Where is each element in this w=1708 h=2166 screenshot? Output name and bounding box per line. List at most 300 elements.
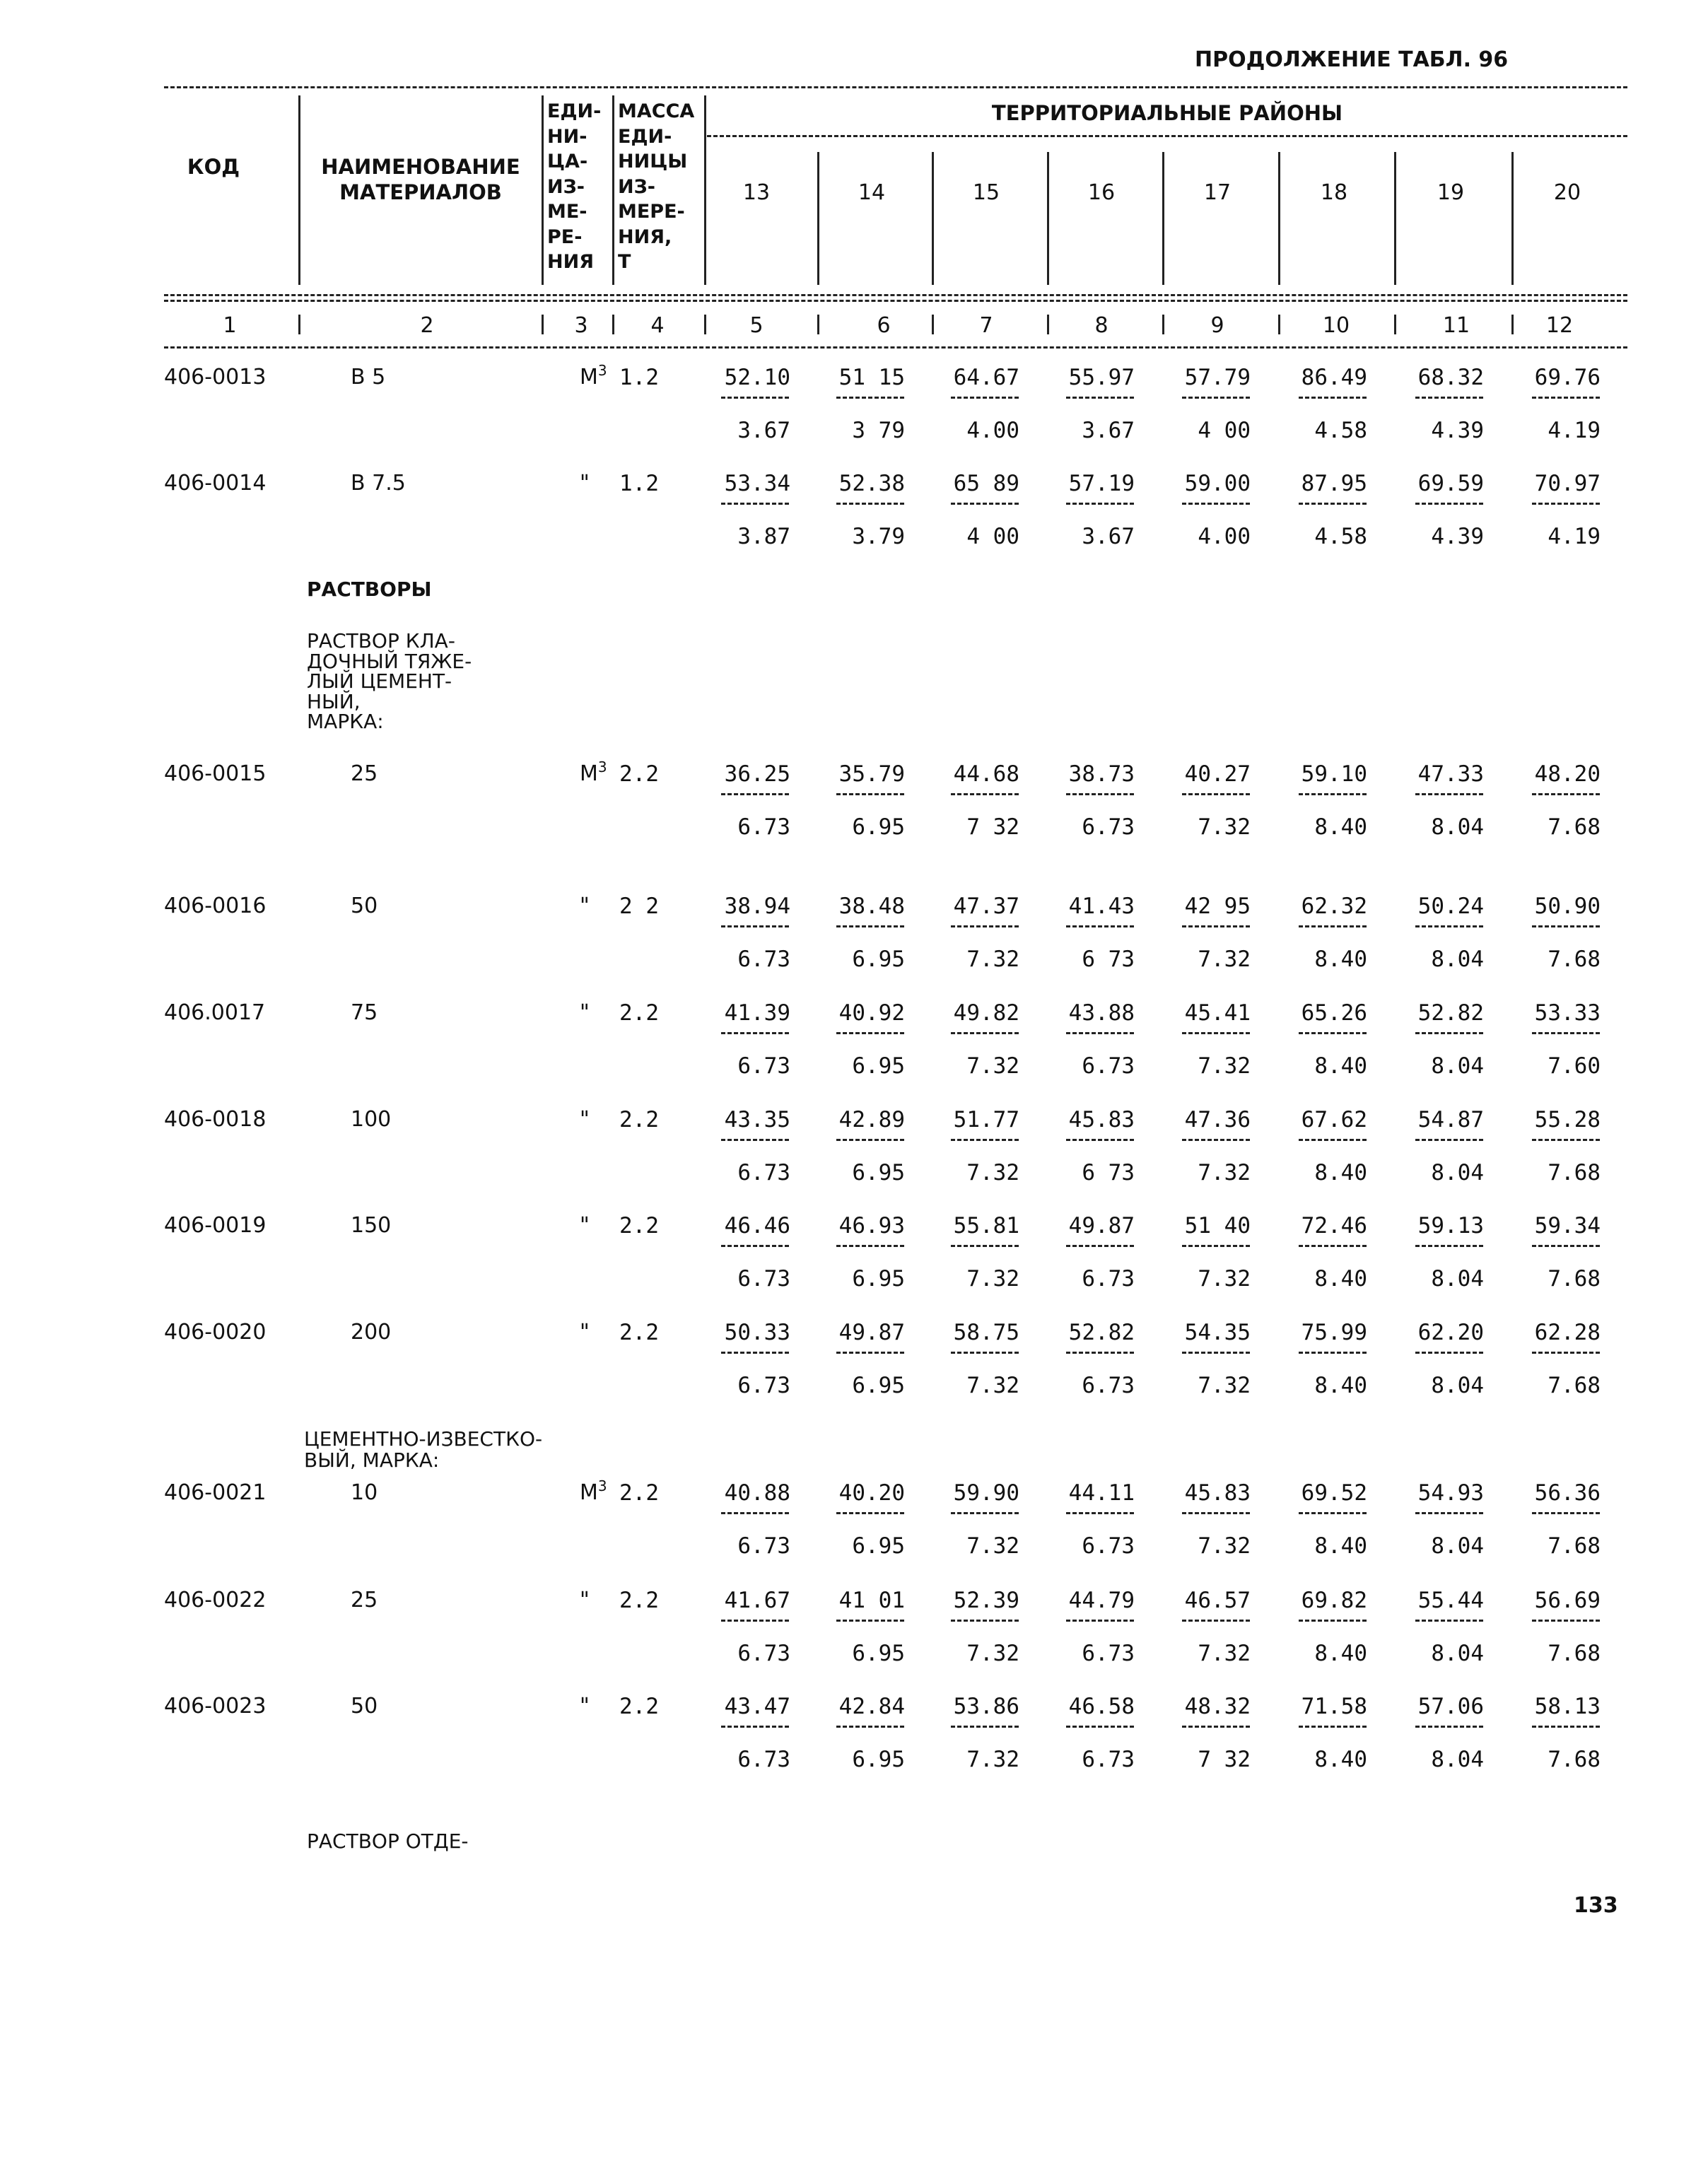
price-bottom: 6.95 bbox=[852, 1747, 905, 1772]
row-mass: 2.2 bbox=[619, 1694, 659, 1719]
row-unit-text: М bbox=[580, 761, 598, 786]
fraction-line bbox=[836, 793, 904, 795]
row-unit bbox=[580, 1215, 590, 1236]
fraction-line bbox=[1182, 1726, 1250, 1728]
row-mass: 1.2 bbox=[619, 365, 659, 390]
price-bottom: 7.32 bbox=[1198, 1053, 1251, 1079]
fraction-line bbox=[1299, 397, 1367, 399]
price-top: 59.10 bbox=[1301, 761, 1367, 787]
price-top: 50.33 bbox=[724, 1320, 790, 1345]
row-name: 25 bbox=[351, 761, 378, 786]
price-bottom: 8.04 bbox=[1431, 814, 1484, 840]
region-separator bbox=[932, 152, 934, 285]
fraction-line bbox=[721, 1245, 789, 1247]
row-code: 406-0014 bbox=[164, 471, 267, 496]
header-unit-line: РЕ- bbox=[547, 226, 583, 248]
fraction-line bbox=[951, 1512, 1019, 1514]
price-top: 58.75 bbox=[953, 1320, 1019, 1345]
price-top: 49.87 bbox=[838, 1320, 905, 1345]
fraction-line bbox=[836, 1620, 904, 1622]
colnum-separator bbox=[1047, 315, 1049, 334]
row-mass: 1.2 bbox=[619, 471, 659, 496]
row-name: 50 bbox=[351, 894, 378, 918]
page-number: 133 bbox=[1574, 1893, 1618, 1918]
price-bottom: 8.40 bbox=[1314, 1641, 1367, 1666]
fraction-line bbox=[951, 1032, 1019, 1034]
price-bottom: 7.32 bbox=[1198, 1266, 1251, 1292]
header-unit-line: НИЯ bbox=[547, 251, 594, 273]
row-unit-superscript: 3 bbox=[597, 759, 607, 775]
column-number: 4 bbox=[650, 313, 665, 338]
price-top: 56.69 bbox=[1534, 1588, 1601, 1613]
region-number: 20 bbox=[1553, 180, 1581, 205]
price-bottom: 7.68 bbox=[1548, 1533, 1601, 1559]
price-top: 40.92 bbox=[838, 1000, 905, 1026]
price-top: 42.84 bbox=[838, 1694, 905, 1719]
price-top: 65 89 bbox=[953, 471, 1019, 496]
price-bottom: 6.73 bbox=[737, 1266, 790, 1292]
fraction-line bbox=[721, 1726, 789, 1728]
price-top: 38.73 bbox=[1068, 761, 1135, 787]
price-bottom: 8.04 bbox=[1431, 1641, 1484, 1666]
price-top: 62.28 bbox=[1534, 1320, 1601, 1345]
price-bottom: 6.73 bbox=[1082, 1373, 1135, 1398]
price-top: 52.38 bbox=[838, 471, 905, 496]
row-unit bbox=[580, 473, 590, 494]
price-bottom: 7.32 bbox=[1198, 947, 1251, 972]
header-separator bbox=[298, 95, 300, 285]
price-bottom: 8.04 bbox=[1431, 1160, 1484, 1186]
column-number: 6 bbox=[877, 313, 891, 338]
row-unit-text: М bbox=[580, 1480, 598, 1505]
fraction-line bbox=[1532, 1032, 1600, 1034]
price-bottom: 7.32 bbox=[966, 1266, 1019, 1292]
column-number: 2 bbox=[420, 313, 434, 338]
fraction-line bbox=[1532, 1139, 1600, 1141]
fraction-line bbox=[836, 925, 904, 927]
price-top: 52.10 bbox=[724, 365, 790, 390]
row-name: 10 bbox=[351, 1480, 378, 1505]
price-bottom: 7 32 bbox=[966, 814, 1019, 840]
fraction-line bbox=[951, 793, 1019, 795]
price-top: 64.67 bbox=[953, 365, 1019, 390]
price-top: 57.79 bbox=[1184, 365, 1251, 390]
fraction-line bbox=[951, 1726, 1019, 1728]
price-bottom: 7.32 bbox=[966, 1747, 1019, 1772]
price-top: 59.13 bbox=[1417, 1213, 1484, 1239]
price-bottom: 8.40 bbox=[1314, 1373, 1367, 1398]
row-name: 25 bbox=[351, 1588, 378, 1612]
fraction-line bbox=[1532, 925, 1600, 927]
price-top: 44.68 bbox=[953, 761, 1019, 787]
fraction-line bbox=[721, 1032, 789, 1034]
price-bottom: 4 00 bbox=[1198, 418, 1251, 443]
price-bottom: 7.68 bbox=[1548, 1373, 1601, 1398]
price-top: 44.79 bbox=[1068, 1588, 1135, 1613]
row-code: 406.0017 bbox=[164, 1000, 266, 1025]
price-bottom: 7.68 bbox=[1548, 1747, 1601, 1772]
price-top: 65.26 bbox=[1301, 1000, 1367, 1026]
price-bottom: 7.68 bbox=[1548, 814, 1601, 840]
fraction-line bbox=[721, 503, 789, 505]
price-bottom: 6.95 bbox=[852, 814, 905, 840]
header-name-2: МАТЕРИАЛОВ bbox=[339, 180, 502, 204]
section-cement-lime-line: ВЫЙ, МАРКА: bbox=[304, 1448, 440, 1472]
fraction-line bbox=[836, 503, 904, 505]
row-unit-text: " bbox=[580, 471, 590, 496]
price-bottom: 8.04 bbox=[1431, 1266, 1484, 1292]
fraction-line bbox=[1299, 1726, 1367, 1728]
header-separator bbox=[704, 95, 706, 285]
row-code: 406-0020 bbox=[164, 1320, 267, 1345]
price-top: 87.95 bbox=[1301, 471, 1367, 496]
fraction-line bbox=[951, 397, 1019, 399]
price-top: 55.81 bbox=[953, 1213, 1019, 1239]
price-top: 44.11 bbox=[1068, 1480, 1135, 1506]
header-regions-title: ТЕРРИТОРИАЛЬНЫЕ РАЙОНЫ bbox=[991, 101, 1343, 125]
price-bottom: 7.32 bbox=[1198, 814, 1251, 840]
fraction-line bbox=[721, 1352, 789, 1354]
fraction-line bbox=[1066, 503, 1134, 505]
price-bottom: 6.73 bbox=[737, 1533, 790, 1559]
price-bottom: 6.95 bbox=[852, 1266, 905, 1292]
price-top: 62.32 bbox=[1301, 894, 1367, 919]
fraction-line bbox=[1299, 1032, 1367, 1034]
price-top: 48.20 bbox=[1534, 761, 1601, 787]
price-bottom: 8.04 bbox=[1431, 1053, 1484, 1079]
price-top: 55.44 bbox=[1417, 1588, 1484, 1613]
region-separator bbox=[1162, 152, 1164, 285]
price-bottom: 4.19 bbox=[1548, 524, 1601, 549]
price-bottom: 6.95 bbox=[852, 947, 905, 972]
header-unit-line: ЕДИ- bbox=[547, 100, 602, 122]
header-top-rule bbox=[164, 86, 1627, 88]
fraction-line bbox=[1532, 1726, 1600, 1728]
fraction-line bbox=[1299, 793, 1367, 795]
colnum-separator bbox=[542, 315, 544, 334]
colnum-separator bbox=[1162, 315, 1164, 334]
fraction-line bbox=[1182, 1512, 1250, 1514]
fraction-line bbox=[1182, 1139, 1250, 1141]
price-bottom: 6.73 bbox=[737, 1373, 790, 1398]
colnum-separator bbox=[298, 315, 300, 334]
column-number: 10 bbox=[1322, 313, 1350, 338]
fraction-line bbox=[1532, 1352, 1600, 1354]
fraction-line bbox=[836, 1726, 904, 1728]
price-top: 71.58 bbox=[1301, 1694, 1367, 1719]
header-separator bbox=[542, 95, 544, 285]
header-unit-line: МЕ- bbox=[547, 201, 587, 223]
price-bottom: 6.95 bbox=[852, 1533, 905, 1559]
fraction-line bbox=[1299, 1139, 1367, 1141]
header-unit-line: ЦА- bbox=[547, 151, 588, 172]
fraction-line bbox=[1415, 397, 1483, 399]
price-bottom: 6.95 bbox=[852, 1160, 905, 1186]
fraction-line bbox=[1532, 793, 1600, 795]
section-masonry-line: РАСТВОР КЛА- bbox=[307, 629, 455, 652]
fraction-line bbox=[1415, 1245, 1483, 1247]
price-bottom: 3.67 bbox=[1082, 418, 1135, 443]
fraction-line bbox=[1182, 1032, 1250, 1034]
fraction-line bbox=[951, 1352, 1019, 1354]
price-bottom: 7.32 bbox=[1198, 1373, 1251, 1398]
row-unit bbox=[580, 896, 590, 917]
price-top: 53.33 bbox=[1534, 1000, 1601, 1026]
price-top: 72.46 bbox=[1301, 1213, 1367, 1239]
price-top: 43.47 bbox=[724, 1694, 790, 1719]
fraction-line bbox=[1066, 1245, 1134, 1247]
fraction-line bbox=[721, 397, 789, 399]
row-name: 200 bbox=[351, 1320, 392, 1345]
price-top: 56.36 bbox=[1534, 1480, 1601, 1506]
column-number: 1 bbox=[223, 313, 237, 338]
region-separator bbox=[1278, 152, 1280, 285]
price-bottom: 8.40 bbox=[1314, 814, 1367, 840]
price-top: 46.46 bbox=[724, 1213, 790, 1239]
fraction-line bbox=[1299, 1512, 1367, 1514]
price-bottom: 7.32 bbox=[1198, 1160, 1251, 1186]
price-bottom: 3.67 bbox=[737, 418, 790, 443]
price-top: 43.88 bbox=[1068, 1000, 1135, 1026]
price-bottom: 7.68 bbox=[1548, 1641, 1601, 1666]
fraction-line bbox=[1182, 925, 1250, 927]
header-mass-line: МЕРЕ- bbox=[618, 201, 685, 223]
row-code: 406-0015 bbox=[164, 761, 267, 786]
row-mass: 2 2 bbox=[619, 894, 659, 919]
price-bottom: 7 32 bbox=[1198, 1747, 1251, 1772]
fraction-line bbox=[1066, 1139, 1134, 1141]
price-bottom: 7.32 bbox=[1198, 1641, 1251, 1666]
fraction-line bbox=[721, 793, 789, 795]
row-unit bbox=[580, 1696, 590, 1717]
row-name: 50 bbox=[351, 1694, 378, 1719]
price-top: 36.25 bbox=[724, 761, 790, 787]
fraction-line bbox=[1415, 503, 1483, 505]
price-bottom: 4.58 bbox=[1314, 418, 1367, 443]
price-top: 47.37 bbox=[953, 894, 1019, 919]
price-top: 57.06 bbox=[1417, 1694, 1484, 1719]
row-unit-text: " bbox=[580, 1107, 590, 1132]
price-bottom: 7.60 bbox=[1548, 1053, 1601, 1079]
price-bottom: 7.68 bbox=[1548, 947, 1601, 972]
fraction-line bbox=[721, 925, 789, 927]
column-number: 5 bbox=[749, 313, 764, 338]
fraction-line bbox=[1415, 1352, 1483, 1354]
fraction-line bbox=[1066, 925, 1134, 927]
price-bottom: 8.04 bbox=[1431, 947, 1484, 972]
price-bottom: 7.32 bbox=[966, 1641, 1019, 1666]
row-unit-text: " bbox=[580, 1000, 590, 1025]
price-top: 41.67 bbox=[724, 1588, 790, 1613]
column-number: 12 bbox=[1545, 313, 1574, 338]
price-bottom: 8.40 bbox=[1314, 1747, 1367, 1772]
row-unit-text: " bbox=[580, 1213, 590, 1238]
column-number: 9 bbox=[1210, 313, 1224, 338]
row-unit bbox=[580, 1109, 590, 1130]
row-unit-superscript: 3 bbox=[597, 1477, 607, 1494]
price-bottom: 4.39 bbox=[1431, 524, 1484, 549]
fraction-line bbox=[836, 1139, 904, 1141]
price-bottom: 6.73 bbox=[1082, 1266, 1135, 1292]
price-bottom: 8.40 bbox=[1314, 1266, 1367, 1292]
fraction-line bbox=[1066, 1726, 1134, 1728]
price-top: 45.83 bbox=[1184, 1480, 1251, 1506]
column-number: 11 bbox=[1442, 313, 1470, 338]
fraction-line bbox=[1532, 1620, 1600, 1622]
price-bottom: 7.32 bbox=[966, 1053, 1019, 1079]
colnum-separator bbox=[817, 315, 819, 334]
price-top: 59.00 bbox=[1184, 471, 1251, 496]
price-top: 54.93 bbox=[1417, 1480, 1484, 1506]
price-top: 35.79 bbox=[838, 761, 905, 787]
fraction-line bbox=[1415, 925, 1483, 927]
price-bottom: 7.32 bbox=[966, 947, 1019, 972]
row-code: 406-0019 bbox=[164, 1213, 267, 1238]
region-title-rule bbox=[707, 135, 1627, 137]
price-bottom: 6 73 bbox=[1082, 1160, 1135, 1186]
fraction-line bbox=[1415, 1139, 1483, 1141]
price-top: 53.34 bbox=[724, 471, 790, 496]
price-top: 45.83 bbox=[1068, 1107, 1135, 1132]
price-bottom: 6.73 bbox=[737, 1747, 790, 1772]
fraction-line bbox=[1532, 397, 1600, 399]
price-top: 69.59 bbox=[1417, 471, 1484, 496]
price-top: 58.13 bbox=[1534, 1694, 1601, 1719]
price-bottom: 8.04 bbox=[1431, 1747, 1484, 1772]
fraction-line bbox=[951, 1245, 1019, 1247]
price-top: 45.41 bbox=[1184, 1000, 1251, 1026]
price-top: 86.49 bbox=[1301, 365, 1367, 390]
price-top: 55.28 bbox=[1534, 1107, 1601, 1132]
row-name: 75 bbox=[351, 1000, 378, 1025]
row-mass: 2.2 bbox=[619, 1000, 659, 1026]
row-mass: 2.2 bbox=[619, 1107, 659, 1132]
price-bottom: 4.00 bbox=[1198, 524, 1251, 549]
price-bottom: 6.73 bbox=[737, 1053, 790, 1079]
price-bottom: 3.87 bbox=[737, 524, 790, 549]
price-bottom: 6.95 bbox=[852, 1373, 905, 1398]
price-top: 47.36 bbox=[1184, 1107, 1251, 1132]
price-top: 69.82 bbox=[1301, 1588, 1367, 1613]
colnum-bottom-rule bbox=[164, 346, 1627, 349]
price-bottom: 6.73 bbox=[737, 947, 790, 972]
price-bottom: 4.00 bbox=[966, 418, 1019, 443]
row-mass: 2.2 bbox=[619, 761, 659, 787]
price-top: 40.20 bbox=[838, 1480, 905, 1506]
fraction-line bbox=[1066, 1352, 1134, 1354]
fraction-line bbox=[1066, 397, 1134, 399]
fraction-line bbox=[1066, 1032, 1134, 1034]
price-top: 52.82 bbox=[1068, 1320, 1135, 1345]
price-top: 46.57 bbox=[1184, 1588, 1251, 1613]
section-finishing: РАСТВОР ОТДЕ- bbox=[307, 1830, 469, 1853]
price-top: 50.24 bbox=[1417, 894, 1484, 919]
row-code: 406-0018 bbox=[164, 1107, 267, 1132]
price-top: 53.86 bbox=[953, 1694, 1019, 1719]
fraction-line bbox=[1066, 793, 1134, 795]
row-unit bbox=[580, 1590, 590, 1611]
fraction-line bbox=[1066, 1512, 1134, 1514]
header-mass-line: НИЯ, bbox=[618, 226, 672, 248]
header-mass-line: НИЦЫ bbox=[618, 151, 688, 172]
section-cement-lime-line: ЦЕМЕНТНО-ИЗВЕСТКО- bbox=[304, 1427, 543, 1451]
fraction-line bbox=[836, 1352, 904, 1354]
region-number: 15 bbox=[972, 180, 1000, 205]
row-code: 406-0013 bbox=[164, 365, 267, 390]
price-top: 51 40 bbox=[1184, 1213, 1251, 1239]
price-bottom: 6.73 bbox=[1082, 1641, 1135, 1666]
region-number: 14 bbox=[858, 180, 886, 205]
header-mass-line: МАССА bbox=[618, 100, 695, 122]
header-mass-line: ИЗ- bbox=[618, 175, 655, 198]
fraction-line bbox=[1299, 1245, 1367, 1247]
fraction-line bbox=[721, 1512, 789, 1514]
region-number: 18 bbox=[1320, 180, 1348, 205]
fraction-line bbox=[1182, 397, 1250, 399]
price-top: 42.89 bbox=[838, 1107, 905, 1132]
price-top: 52.82 bbox=[1417, 1000, 1484, 1026]
price-bottom: 8.04 bbox=[1431, 1533, 1484, 1559]
price-bottom: 3.79 bbox=[852, 524, 905, 549]
price-top: 49.87 bbox=[1068, 1213, 1135, 1239]
price-bottom: 7.32 bbox=[966, 1373, 1019, 1398]
row-unit-text: " bbox=[580, 894, 590, 918]
price-bottom: 8.40 bbox=[1314, 1053, 1367, 1079]
price-top: 59.34 bbox=[1534, 1213, 1601, 1239]
fraction-line bbox=[951, 1620, 1019, 1622]
section-solutions: РАСТВОРЫ bbox=[307, 578, 432, 601]
price-top: 40.88 bbox=[724, 1480, 790, 1506]
section-masonry-line: ЛЫЙ ЦЕМЕНТ- bbox=[307, 669, 452, 693]
price-bottom: 8.40 bbox=[1314, 947, 1367, 972]
price-top: 57.19 bbox=[1068, 471, 1135, 496]
price-top: 41.43 bbox=[1068, 894, 1135, 919]
row-unit bbox=[580, 1002, 590, 1024]
price-top: 41 01 bbox=[838, 1588, 905, 1613]
row-unit bbox=[580, 362, 607, 390]
colnum-separator bbox=[612, 315, 614, 334]
price-bottom: 7.32 bbox=[966, 1533, 1019, 1559]
row-code: 406-0021 bbox=[164, 1480, 267, 1505]
price-top: 51 15 bbox=[838, 365, 905, 390]
price-top: 75.99 bbox=[1301, 1320, 1367, 1345]
price-top: 52.39 bbox=[953, 1588, 1019, 1613]
price-top: 54.87 bbox=[1417, 1107, 1484, 1132]
price-top: 68.32 bbox=[1417, 365, 1484, 390]
fraction-line bbox=[1182, 1620, 1250, 1622]
row-unit bbox=[580, 759, 607, 786]
price-bottom: 7.32 bbox=[1198, 1533, 1251, 1559]
fraction-line bbox=[836, 397, 904, 399]
row-unit-text: " bbox=[580, 1694, 590, 1719]
section-masonry-line: МАРКА: bbox=[307, 710, 384, 733]
price-bottom: 8.40 bbox=[1314, 1160, 1367, 1186]
fraction-line bbox=[836, 1245, 904, 1247]
price-top: 46.58 bbox=[1068, 1694, 1135, 1719]
price-top: 50.90 bbox=[1534, 894, 1601, 919]
column-number: 7 bbox=[979, 313, 993, 338]
price-top: 51.77 bbox=[953, 1107, 1019, 1132]
column-number: 3 bbox=[574, 313, 588, 338]
colnum-separator bbox=[1511, 315, 1514, 334]
region-separator bbox=[1394, 152, 1396, 285]
price-bottom: 8.40 bbox=[1314, 1533, 1367, 1559]
region-separator bbox=[817, 152, 819, 285]
price-top: 70.97 bbox=[1534, 471, 1601, 496]
fraction-line bbox=[951, 1139, 1019, 1141]
price-bottom: 4 00 bbox=[966, 524, 1019, 549]
fraction-line bbox=[951, 503, 1019, 505]
